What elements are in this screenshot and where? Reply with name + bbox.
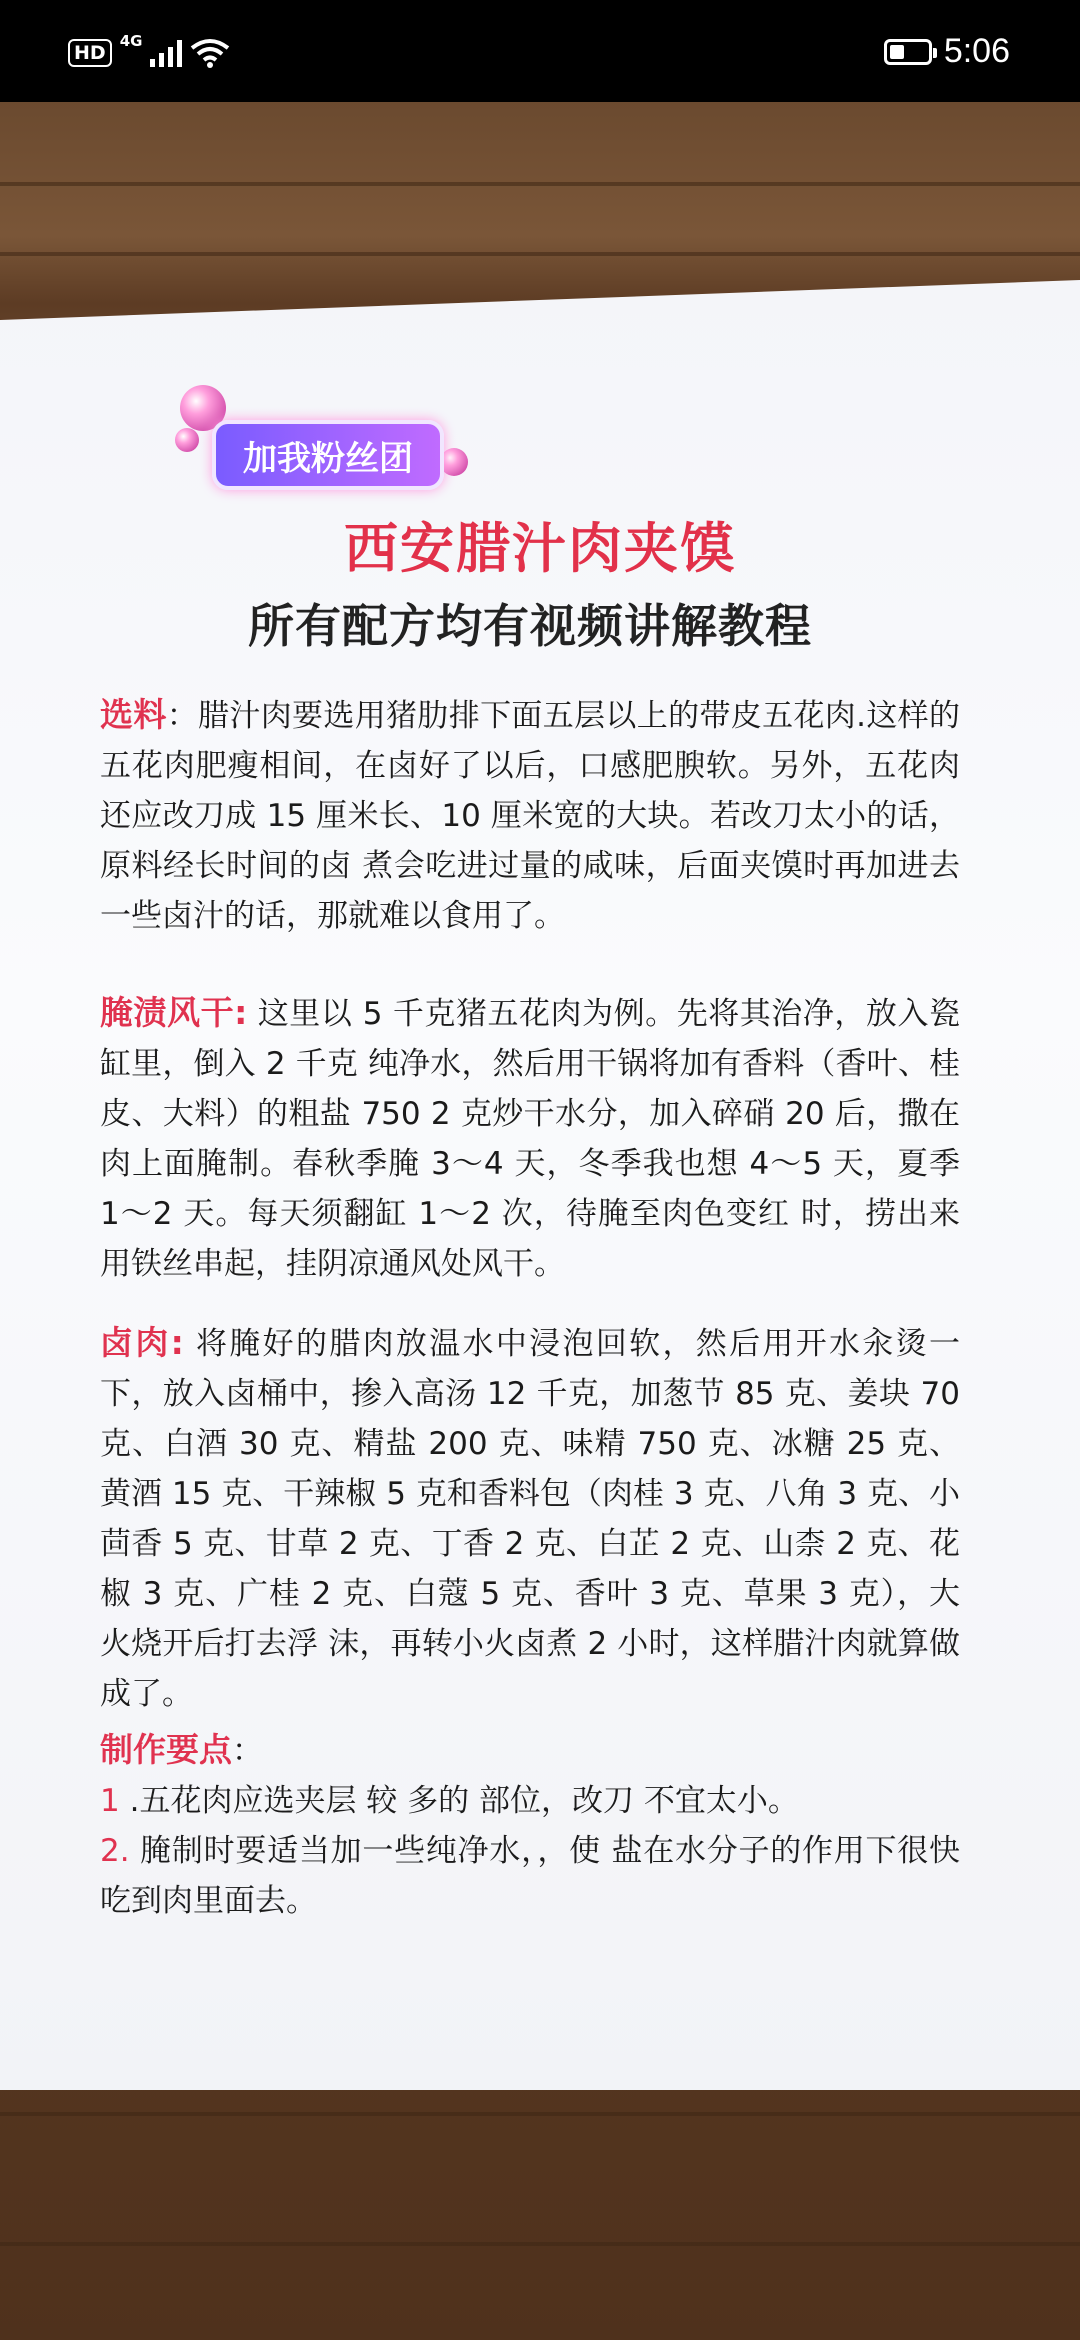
- list-item-number: 1: [100, 1783, 120, 1819]
- section-body: 这里以 5 千克猪五花肉为例。先将其治净，放入瓷缸里，倒入 2 千克 纯净水，然后用干锅将加有香料（香叶、桂皮、大料）的粗盐 750 2 克炒干水分，加入碎硝 20 后，撒在肉上面腌制。春秋季腌 3～4 天，冬季我也想 4～5 天，夏季 1～2 天。每天须翻缸 1～2 次，待腌至肉色变红 时，捞出来用铁丝串起，挂阴凉通风处风干。: [100, 996, 960, 1282]
- list-item: [100, 1826, 960, 1926]
- section-heading-row: [100, 1725, 960, 1776]
- recipe-subtitle: 所有配方均有视频讲解教程: [248, 599, 812, 653]
- wifi-icon: [190, 38, 230, 68]
- hd-badge: HD: [68, 39, 112, 67]
- list-item-text: .五花肉应选夹层 较 多的 部位，改刀 不宜太小。: [119, 1783, 799, 1819]
- list-item-text: 腌制时要适当加一些纯净水，，使 盐在水分子的作用下很快吃到肉里面去。: [100, 1833, 960, 1919]
- section-heading: 卤肉:: [100, 1323, 184, 1362]
- status-right: [884, 32, 1010, 71]
- section-heading: 腌渍风干:: [100, 993, 248, 1032]
- list-item-number: 2.: [100, 1833, 130, 1869]
- status-bar: [0, 0, 1080, 102]
- section-lurou: [100, 1318, 960, 1719]
- fan-club-badge-label: 加我粉丝团: [243, 438, 413, 479]
- disco-ball-icon: [175, 428, 199, 452]
- section-heading: 选料: [100, 695, 167, 734]
- section-separator: ：: [166, 698, 199, 734]
- fan-club-badge[interactable]: [212, 420, 444, 490]
- section-body: 腊汁肉要选用猪肋排下面五层以上的带皮五花肉.这样的五花肉肥瘦相间，在卤好了以后，口感肥腴软。另外，五花肉还应改刀成 15 厘米长、10 厘米宽的大块。若改刀太小的话，原料经长时间的卤 煮会吃进过量的咸味，后面夹馍时再加进去一些卤汁的话，那就难以食用了。: [100, 698, 961, 934]
- status-left: [68, 32, 230, 68]
- list-item: [100, 1776, 960, 1826]
- disco-ball-icon: [440, 448, 468, 476]
- clock: 5:06: [943, 32, 1010, 70]
- section-yaodian: [100, 1725, 960, 1926]
- section-separator: ：: [232, 1733, 263, 1769]
- section-heading: 制作要点: [100, 1730, 232, 1769]
- network-type: 4G: [119, 32, 143, 50]
- section-yanzi: [100, 988, 960, 1289]
- section-body: 将腌好的腊肉放温水中浸泡回软，然后用开水汆烫一下，放入卤桶中，掺入高汤 12 千克，加葱节 85 克、姜块 70 克、白酒 30 克、精盐 200 克、味精 750 克、冰糖 25 克、黄酒 15 克、干辣椒 5 克和香料包（肉桂 3 克、八角 3 克、小茴香 5 克、甘草 2 克、丁香 2 克、白芷 2 克、山柰 2 克、花椒 3 克、广桂 2 克、白蔻 5 克、香叶 3 克、草果 3 克），大火烧开后打去浮 沫，再转小火卤煮 2 小时，这样腊汁肉就算做成了。: [100, 1326, 960, 1712]
- battery-icon: [884, 39, 932, 65]
- signal-icon: [150, 39, 182, 67]
- section-xuanliao: [100, 690, 960, 941]
- recipe-title: 西安腊汁肉夹馍: [344, 517, 736, 580]
